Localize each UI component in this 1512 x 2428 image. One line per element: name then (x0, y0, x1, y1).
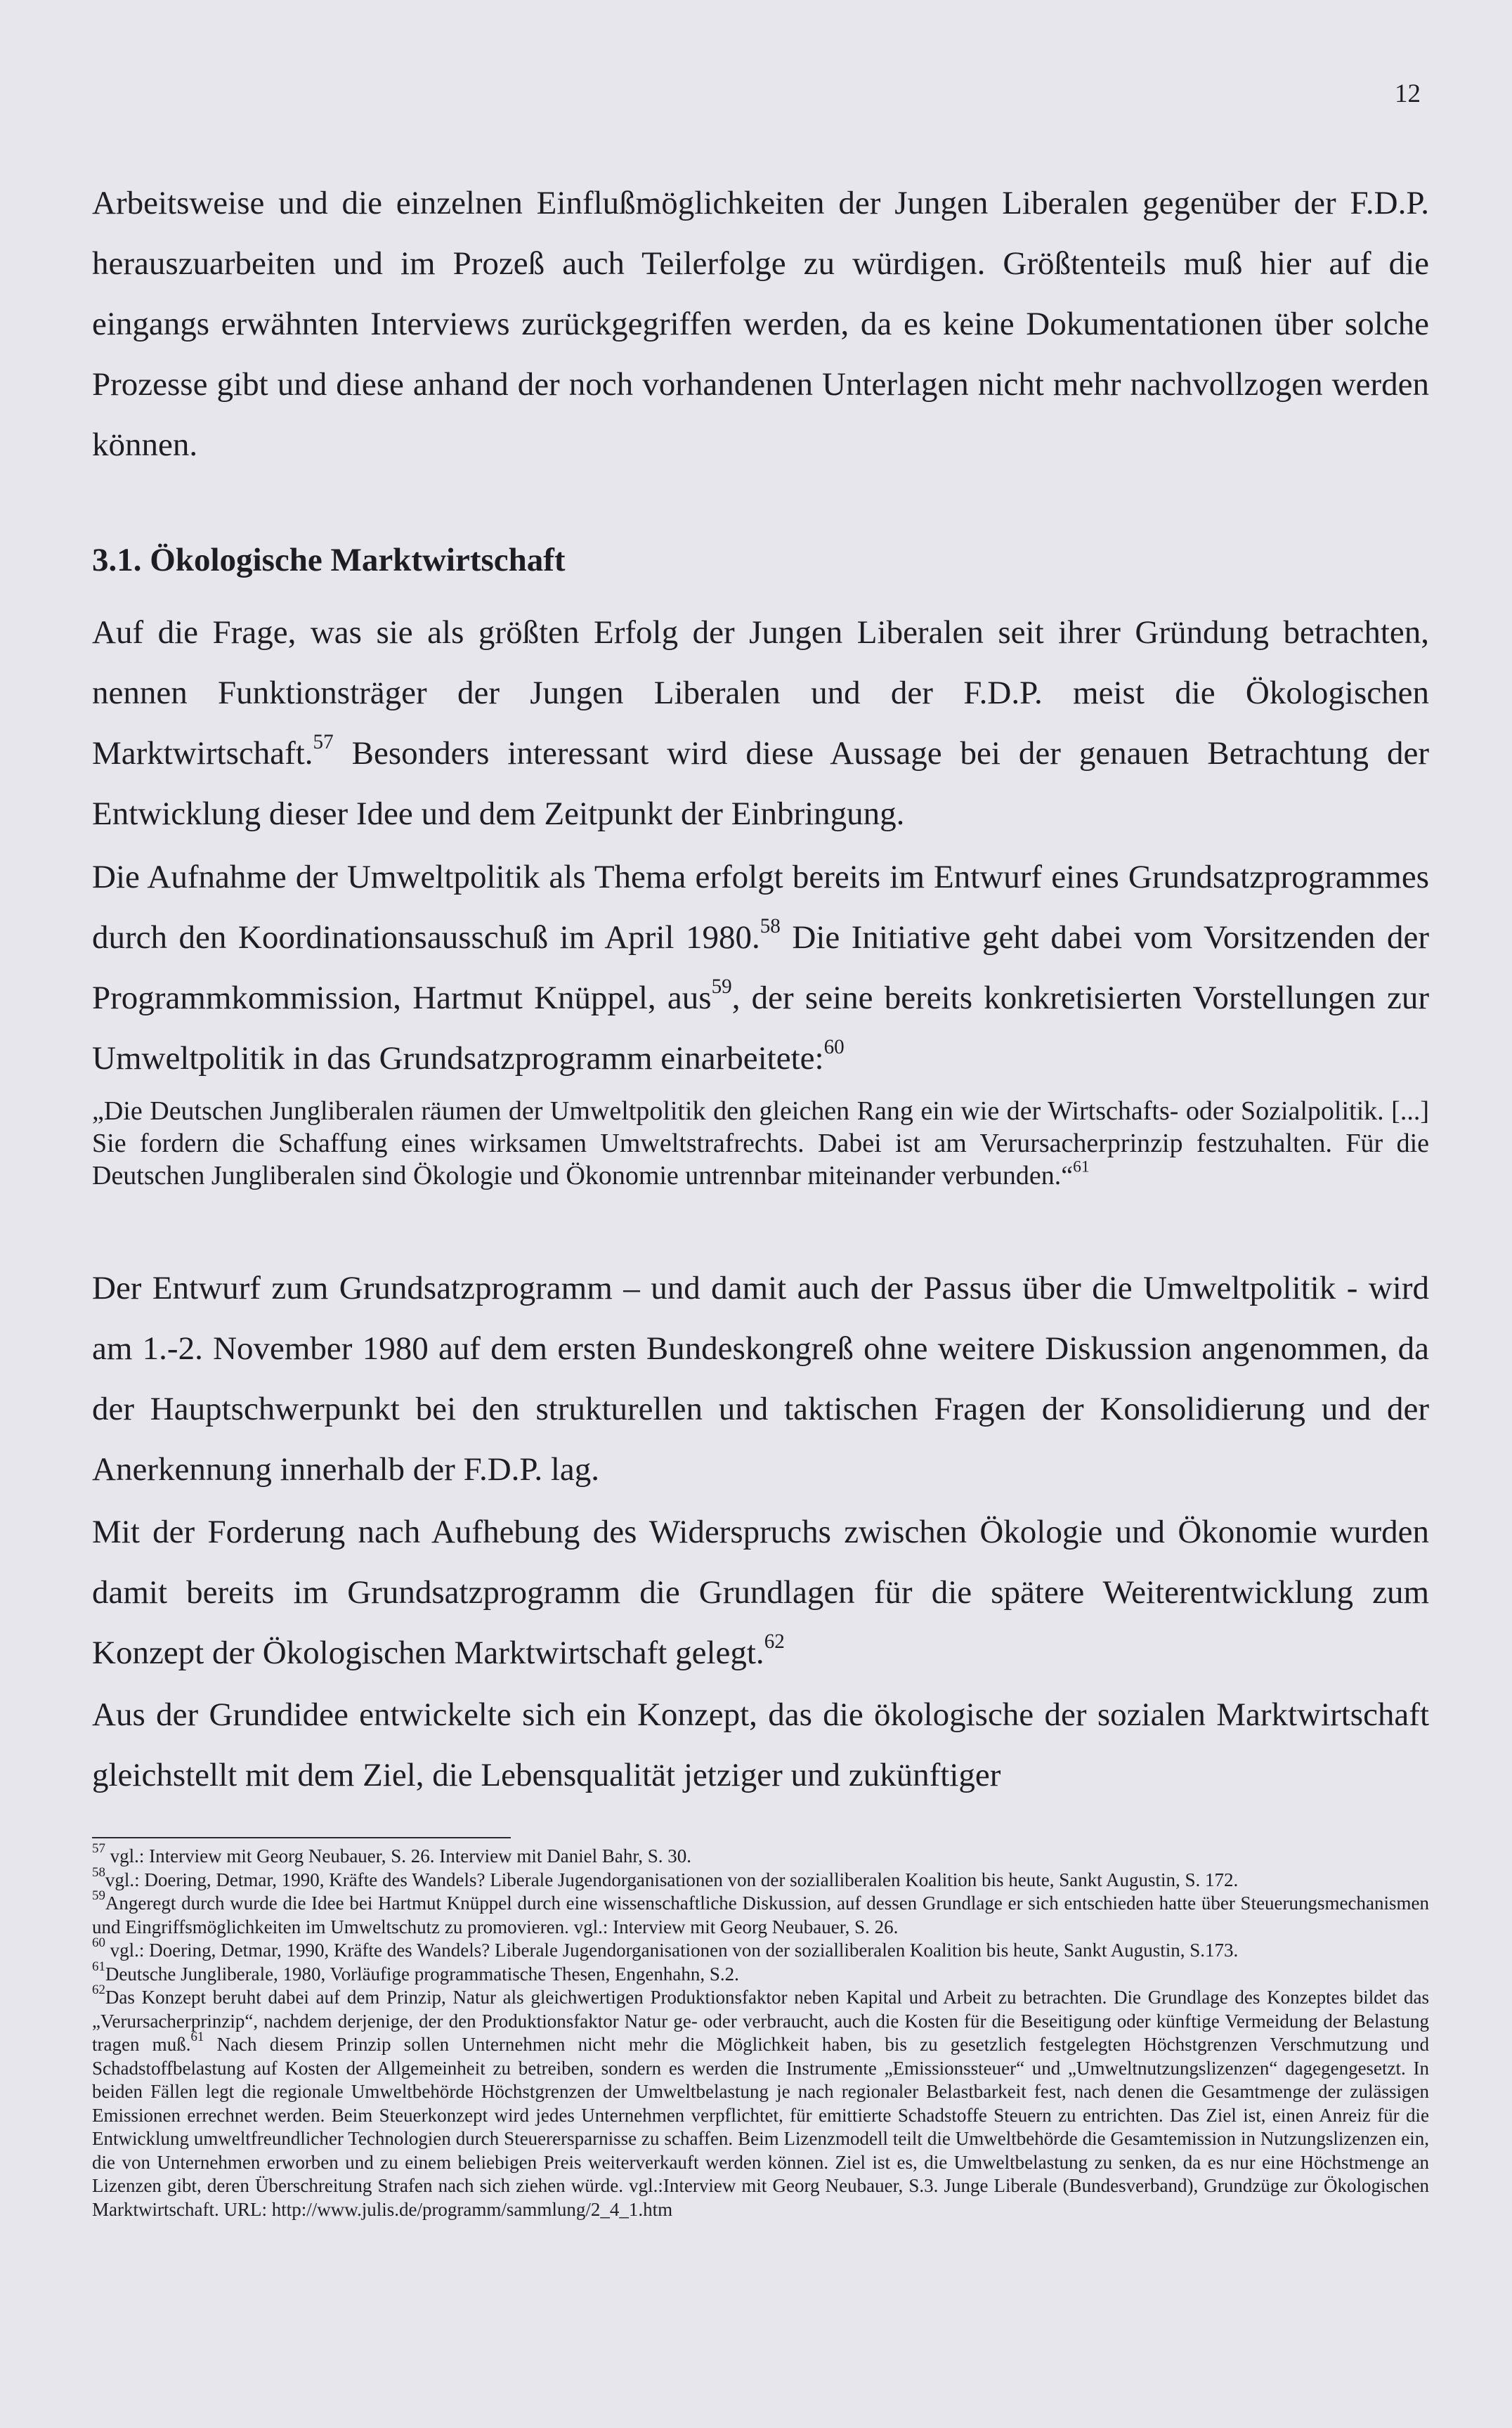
footnote-ref: 60 (823, 1036, 845, 1059)
footnote-ref: 62 (764, 1630, 785, 1654)
footnote-number: 60 (92, 1935, 105, 1950)
footnote-number: 61 (92, 1959, 105, 1974)
footnote-number: 58 (92, 1864, 105, 1880)
footnote-ref: 61 (1073, 1157, 1090, 1176)
footnote-ref: 57 (313, 731, 334, 754)
section-heading: 3.1. Ökologische Marktwirtschaft (92, 542, 566, 578)
paragraph-contradiction (92, 1502, 1429, 1683)
footnote-57 (92, 1841, 1429, 1869)
footnote-text: Nach diesem Prinzip sollen Unternehmen nicht mehr die Möglichkeit haben, bis zu gesetzlich festgelegten Höchstgrenzen Verschmutzung und Schadstoffbelastung auf Kosten der Allgemeinheit zu betreiben, sondern es werden die Instrumente „Emissionssteuer“ und „Umweltnutzungslizenzen“ dagegengesetzt. In beiden Fällen legt die regionale Umweltbehörde Höchstgrenzen der Umweltbelastung je nach regionaler Belastbarkeit fest, nach denen die Gesamtmenge der zulässigen Emissionen errechnet werden. Beim Steuerkonzept wird jedes Unternehmen verpflichtet, für emittierte Schadstoffe Steuern zu entrichten. Das Ziel ist, einen Anreiz für die Entwicklung umweltfreundlicher Technologien durch Steuerersparnisse zu schaffen. Beim Lizenzmodell teilt die Umweltbehörde die Gesamtemission in Nutzungslizenzen ein, die von Unternehmen erworben und zu einem beliebigen Preis weiterverkauft werden können. Ziel ist es, die Umweltbelastung zu senken, da es nur eine Höchstmenge an Lizenzen gibt, deren Überschreitung Strafen nach sich ziehen würde. vgl.:Interview mit Georg Neubauer, S.3. Junge Liberale (Bundesverband), Grundzüge zur Ökologischen Marktwirtschaft. URL: http://www.julis.de/programm/sammlung/2_4_1.htm (92, 2034, 1430, 2220)
paragraph-success-question (92, 602, 1429, 844)
paragraph-environmental-policy (92, 847, 1429, 1089)
page-number: 12 (1395, 79, 1421, 108)
paragraph-text: Auf die Frage, was sie als größten Erfolg der Jungen Liberalen seit ihrer Gründung betrachten, nennen Funktionsträger der Jungen Liberalen und der F.D.P. meist die Ökologischen Marktwirtschaft. (92, 614, 1429, 772)
footnote-59 (92, 1888, 1429, 1939)
intro-paragraph: Arbeitsweise und die einzelnen Einflußmöglichkeiten der Jungen Liberalen gegenüber der F.D.P. herauszuarbeiten und im Prozeß auch Teilerfolge zu würdigen. Größtenteils muß hier auf die eingangs erwähnten Interviews zurückgegriffen werden, da es keine Dokumentationen über solche Prozesse gibt und diese anhand der noch vorhandenen Unterlagen nicht mehr nachvollzogen werden können. (92, 185, 1429, 463)
paragraph-text: Die Initiative geht dabei vom Vorsitzenden der Programmkommission, Hartmut Knüppel, aus (92, 919, 1430, 1016)
paragraph-text: , der seine bereits konkretisierten Vorstellungen zur Umweltpolitik in das Grundsatzprogramm einarbeitete: (92, 980, 1430, 1077)
footnote-ref: 59 (711, 975, 732, 999)
paragraph-concept: Aus der Grundidee entwickelte sich ein Konzept, das die ökologische der sozialen Marktwirtschaft gleichstellt mit dem Ziel, die Lebensqualität jetziger und zukünftiger (92, 1696, 1429, 1793)
footnote-divider (92, 1837, 511, 1838)
block-quote (92, 1095, 1429, 1192)
footnote-text: Deutsche Jungliberale, 1980, Vorläufige programmatische Thesen, Engenhahn, S.2. (105, 1963, 739, 1985)
footnote-text: vgl.: Doering, Detmar, 1990, Kräfte des Wandels? Liberale Jugendorganisationen von der sozialliberalen Koalition bis heute, Sankt Augustin, S.173. (105, 1940, 1239, 1961)
paragraph-text: Besonders interessant wird diese Aussage bei der genauen Betrachtung der Entwicklung dieser Idee und dem Zeitpunkt der Einbringung. (92, 735, 1429, 832)
paragraph-text: Die Aufnahme der Umweltpolitik als Thema erfolgt bereits im Entwurf eines Grundsatzprogrammes durch den Koordinationsausschuß im April 1980. (92, 859, 1429, 956)
footnote-text: vgl.: Interview mit Georg Neubauer, S. 26. Interview mit Daniel Bahr, S. 30. (105, 1845, 692, 1867)
footnote-number: 59 (92, 1888, 105, 1903)
footnote-text: Das Konzept beruht dabei auf dem Prinzip, Natur als gleichwertigen Produktionsfaktor neben Kapital und Arbeit zu betrachten. Die Grundlage des Konzeptes bildet das „Verursacherprinzip“, nachdem derjenige, der den Produktionsfaktor Natur ge- oder verbraucht, auch die Kosten für die Beseitigung oder künftige Vermeidung der Belastung tragen muß. (92, 1987, 1429, 2055)
footnote-58 (92, 1864, 1429, 1893)
paragraph-text: Mit der Forderung nach Aufhebung des Widerspruchs zwischen Ökologie und Ökonomie wurden damit bereits im Grundsatzprogramm die Grundlagen für die spätere Weiterentwicklung zum Konzept der Ökologischen Marktwirtschaft gelegt. (92, 1514, 1429, 1671)
footnote-number: 57 (92, 1841, 105, 1856)
footnote-text: Angeregt durch wurde die Idee bei Hartmut Knüppel durch eine wissenschaftliche Diskussion, auf dessen Grundlage er sich entschieden hatte über Steuerungsmechanismen und Eingriffsmöglichkeiten im Umweltschutz zu promovieren. vgl.: Interview mit Georg Neubauer, S. 26. (92, 1893, 1429, 1937)
footnote-text: vgl.: Doering, Detmar, 1990, Kräfte des Wandels? Liberale Jugendorganisationen von der sozialliberalen Koalition bis heute, Sankt Augustin, S. 172. (105, 1869, 1239, 1890)
footnote-61 (92, 1959, 1429, 1987)
footnote-62 (92, 1982, 1430, 2221)
footnotes (92, 1841, 1430, 2221)
footnote-number: 62 (92, 1982, 105, 1997)
footnote-ref: 61 (190, 2029, 204, 2044)
quote-text: „Die Deutschen Jungliberalen räumen der Umweltpolitik den gleichen Rang ein wie der Wirtschafts- oder Sozialpolitik. [...] Sie fordern die Schaffung eines wirksamen Umweltstrafrechts. Dabei ist am Verursacherprinzip festzuhalten. Für die Deutschen Jungliberalen sind Ökologie und Ökonomie untrennbar miteinander verbunden.“ (92, 1096, 1429, 1190)
footnote-ref: 58 (760, 915, 781, 938)
paragraph-draft-program: Der Entwurf zum Grundsatzprogramm – und damit auch der Passus über die Umweltpolitik - wird am 1.-2. November 1980 auf dem ersten Bundeskongreß ohne weitere Diskussion angenommen, da der Hauptschwerpunkt bei den strukturellen und taktischen Fragen der Konsolidierung und der Anerkennung innerhalb der F.D.P. lag. (92, 1270, 1429, 1488)
footnote-60 (92, 1935, 1429, 1963)
